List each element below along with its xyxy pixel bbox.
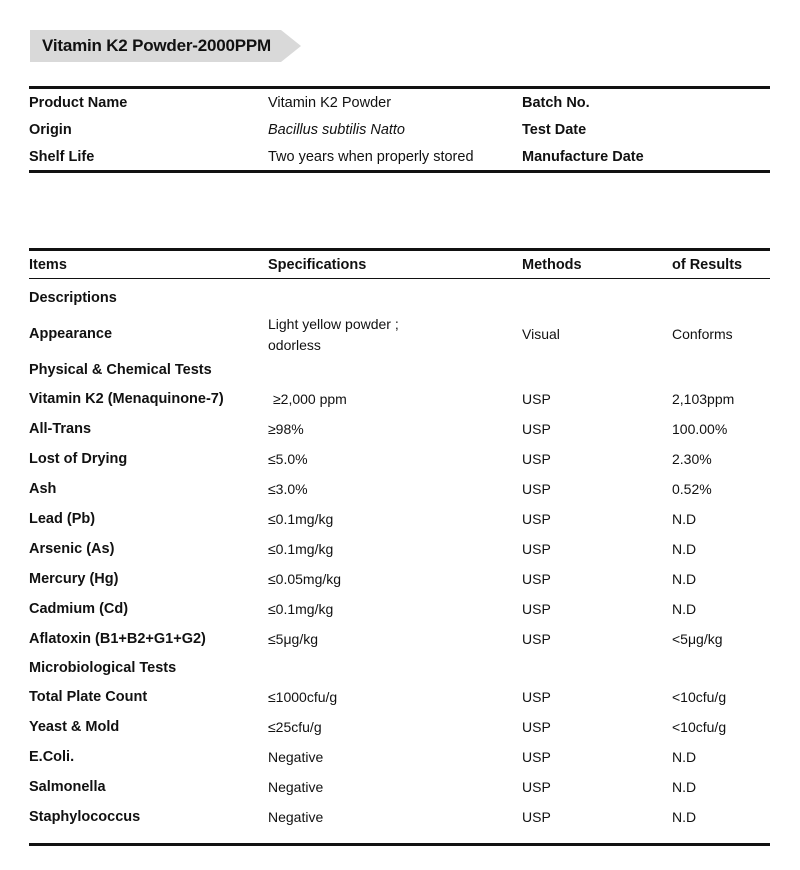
- row-item-lost-of-drying: Lost of Drying: [29, 451, 128, 467]
- column-header-results: of Results: [672, 256, 743, 273]
- table-row: [29, 682, 770, 712]
- spec-table-bottom-rule: [29, 843, 770, 846]
- row-item-yeast-mold: Yeast & Mold: [29, 719, 120, 735]
- info-label-batch-no: Batch No.: [522, 94, 590, 111]
- row-spec-ecoli: Negative: [268, 749, 324, 765]
- table-row: [29, 564, 770, 594]
- row-spec-ash: ≤3.0%: [268, 481, 308, 497]
- row-item-ash: Ash: [29, 481, 57, 497]
- table-row: [29, 312, 770, 356]
- row-item-ecoli: E.Coli.: [29, 749, 75, 765]
- row-spec-salmonella: Negative: [268, 779, 324, 795]
- row-spec-arsenic: ≤0.1mg/kg: [268, 541, 334, 557]
- info-row: [29, 116, 770, 143]
- table-row: [29, 534, 770, 564]
- specification-table: [29, 251, 770, 832]
- row-result-all-trans: 100.00%: [672, 421, 728, 437]
- info-value-origin: Bacillus subtilis Natto: [268, 121, 405, 138]
- table-row: [29, 474, 770, 504]
- row-method-mercury: USP: [522, 571, 551, 587]
- row-spec-appearance-line1: Light yellow powder ;: [268, 315, 399, 332]
- row-method-lead: USP: [522, 511, 551, 527]
- row-result-mercury: N.D: [672, 571, 697, 587]
- banner-body: [30, 30, 281, 62]
- row-item-aflatoxin: Aflatoxin (B1+B2+G1+G2): [29, 631, 206, 647]
- row-result-aflatoxin: <5μg/kg: [672, 631, 723, 647]
- info-label-product-name: Product Name: [29, 94, 128, 111]
- row-item-total-plate-count: Total Plate Count: [29, 689, 148, 705]
- info-row: [29, 143, 770, 170]
- section-label-descriptions: Descriptions: [29, 290, 117, 306]
- row-item-lead: Lead (Pb): [29, 511, 96, 527]
- row-method-total-plate-count: USP: [522, 689, 551, 705]
- row-method-ash: USP: [522, 481, 551, 497]
- row-item-cadmium: Cadmium (Cd): [29, 601, 129, 617]
- section-header-microbiological: [29, 654, 770, 682]
- row-result-appearance: Conforms: [672, 326, 733, 342]
- column-header-methods: Methods: [522, 256, 582, 273]
- row-result-ecoli: N.D: [672, 749, 697, 765]
- table-row: [29, 594, 770, 624]
- row-method-lost-of-drying: USP: [522, 451, 551, 467]
- row-result-yeast-mold: <10cfu/g: [672, 719, 727, 735]
- row-item-vitamin-k2: Vitamin K2 (Menaquinone-7): [29, 391, 224, 407]
- info-row: [29, 89, 770, 116]
- row-item-appearance: Appearance: [29, 326, 113, 342]
- info-label-manufacture-date: Manufacture Date: [522, 148, 644, 165]
- table-row: [29, 414, 770, 444]
- row-method-appearance: Visual: [522, 326, 560, 342]
- product-info-table: [29, 89, 770, 170]
- table-row: [29, 504, 770, 534]
- banner-arrow-icon: [281, 30, 301, 62]
- row-method-all-trans: USP: [522, 421, 551, 437]
- row-spec-mercury: ≤0.05mg/kg: [268, 571, 342, 587]
- row-result-lost-of-drying: 2.30%: [672, 451, 712, 467]
- info-label-origin: Origin: [29, 121, 72, 138]
- info-label-test-date: Test Date: [522, 121, 587, 138]
- row-item-staphylococcus: Staphylococcus: [29, 809, 141, 825]
- row-item-salmonella: Salmonella: [29, 779, 106, 795]
- info-value-product-name: Vitamin K2 Powder: [268, 94, 392, 111]
- section-label-physical-chemical: Physical & Chemical Tests: [29, 362, 212, 378]
- info-table-bottom-rule: [29, 170, 770, 173]
- row-method-cadmium: USP: [522, 601, 551, 617]
- row-method-ecoli: USP: [522, 749, 551, 765]
- row-spec-vitamin-k2: ≥2,000 ppm: [273, 391, 347, 407]
- row-spec-staphylococcus: Negative: [268, 809, 324, 825]
- row-spec-lead: ≤0.1mg/kg: [268, 511, 334, 527]
- row-result-salmonella: N.D: [672, 779, 697, 795]
- row-result-cadmium: N.D: [672, 601, 697, 617]
- spec-header-underline: [29, 278, 770, 279]
- row-result-total-plate-count: <10cfu/g: [672, 689, 727, 705]
- row-spec-appearance: [268, 316, 522, 353]
- section-header-descriptions: [29, 284, 770, 312]
- spec-table-header-row: [29, 251, 770, 278]
- row-method-staphylococcus: USP: [522, 809, 551, 825]
- row-spec-yeast-mold: ≤25cfu/g: [268, 719, 322, 735]
- row-result-lead: N.D: [672, 511, 697, 527]
- page-title: Vitamin K2 Powder-2000PPM: [42, 36, 271, 55]
- row-result-vitamin-k2: 2,103ppm: [672, 391, 735, 407]
- row-method-vitamin-k2: USP: [522, 391, 551, 407]
- row-result-staphylococcus: N.D: [672, 809, 697, 825]
- row-item-mercury: Mercury (Hg): [29, 571, 119, 587]
- row-spec-total-plate-count: ≤1000cfu/g: [268, 689, 338, 705]
- table-row: [29, 624, 770, 654]
- row-method-yeast-mold: USP: [522, 719, 551, 735]
- row-result-ash: 0.52%: [672, 481, 712, 497]
- row-spec-cadmium: ≤0.1mg/kg: [268, 601, 334, 617]
- row-spec-appearance-line2: odorless: [268, 336, 321, 353]
- table-row: [29, 712, 770, 742]
- table-row: [29, 742, 770, 772]
- document-title-banner: [30, 30, 281, 62]
- section-header-physical-chemical: [29, 356, 770, 384]
- table-row: [29, 384, 770, 414]
- table-row: [29, 802, 770, 832]
- row-result-arsenic: N.D: [672, 541, 697, 557]
- column-header-items: Items: [29, 256, 67, 273]
- row-method-salmonella: USP: [522, 779, 551, 795]
- info-value-shelf-life: Two years when properly stored: [268, 148, 474, 165]
- row-spec-all-trans: ≥98%: [268, 421, 304, 437]
- table-row: [29, 772, 770, 802]
- section-label-microbiological: Microbiological Tests: [29, 660, 177, 676]
- row-item-all-trans: All-Trans: [29, 421, 92, 437]
- table-row: [29, 444, 770, 474]
- row-spec-lost-of-drying: ≤5.0%: [268, 451, 308, 467]
- info-label-shelf-life: Shelf Life: [29, 148, 95, 165]
- row-method-aflatoxin: USP: [522, 631, 551, 647]
- row-method-arsenic: USP: [522, 541, 551, 557]
- row-spec-aflatoxin: ≤5μg/kg: [268, 631, 318, 647]
- column-header-specifications: Specifications: [268, 256, 367, 273]
- row-item-arsenic: Arsenic (As): [29, 541, 115, 557]
